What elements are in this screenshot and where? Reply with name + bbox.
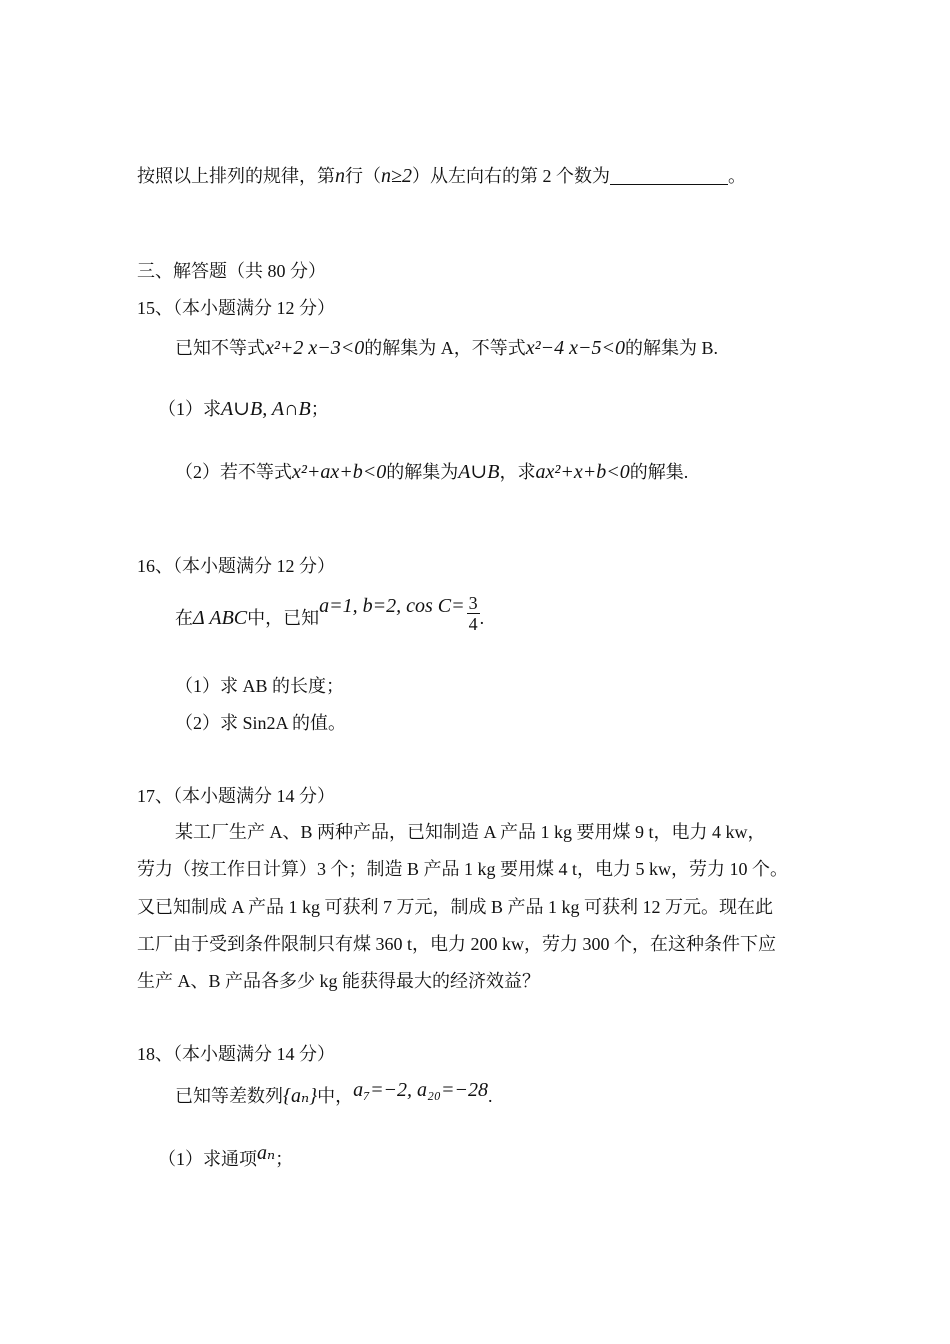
q15-p1-end: ； [310, 399, 329, 419]
q15-statement [175, 336, 718, 360]
q16-part-1: （1）求 AB 的长度； [175, 676, 345, 696]
q18-p1-end: ； [275, 1149, 294, 1169]
q18-p1-label: （1）求通项 [158, 1149, 257, 1169]
q15-header: 15、（本小题满分 12 分） [137, 298, 335, 318]
q15-p1-label: （1）求 [158, 399, 221, 419]
q15-p2-math-1: x²+ax+b<0 [292, 461, 387, 483]
q15-text-b: 的解集为 A，不等式 [364, 338, 526, 358]
q17-line-1: 某工厂生产 A、B 两种产品，已知制造 A 产品 1 kg 要用煤 9 t，电力 4 kw， [175, 822, 766, 842]
q17-line-2: 劳力（按工作日计算）3 个；制造 B 产品 1 kg 要用煤 4 t，电力 5 kw，劳力 10 个。 [137, 859, 789, 879]
q17-line-3: 又已知制成 A 产品 1 kg 可获利 7 万元，制成 B 产品 1 kg 可获利 12 万元。现在此 [137, 897, 774, 917]
q14-text-end: 。 [727, 166, 746, 186]
q16-statement [175, 593, 485, 640]
q15-inequality-1: x²+2 x−3<0 [265, 337, 365, 359]
q16-fraction-denominator: 4 [468, 614, 478, 635]
q15-p2-mid: 的解集为 [386, 462, 459, 482]
q17-line-5: 生产 A、B 产品各多少 kg 能获得最大的经济效益？ [137, 971, 541, 991]
q14-text-mid2: ）从左向右的第 2 个数为 [411, 166, 610, 186]
q18-text-a: 已知等差数列 [175, 1086, 283, 1106]
answer-blank [610, 164, 728, 185]
q16-fraction [467, 593, 480, 634]
q14-tail-line [137, 164, 746, 188]
q18-part-1 [158, 1142, 294, 1171]
q18-p1-math: aₙ [257, 1142, 276, 1164]
q15-p2-mid-2: ，求 [499, 462, 536, 482]
q15-p2-label: （2）若不等式 [175, 462, 292, 482]
q15-text-a: 已知不等式 [175, 338, 265, 358]
q16-part-2: （2）求 Sin2A 的值。 [175, 713, 347, 733]
q18-text-b: 中， [317, 1086, 354, 1106]
q15-part-1 [158, 397, 329, 421]
q14-cond: n≥2 [381, 165, 412, 187]
q15-part-2 [175, 460, 688, 484]
q18-given: a₇=−2, a₂₀=−28 [353, 1079, 488, 1101]
section-heading: 三、解答题（共 80 分） [137, 261, 326, 281]
q14-text-mid1: 行（ [345, 166, 381, 186]
q16-text-b: 中，已知 [247, 608, 320, 628]
q18-sequence: {aₙ} [283, 1085, 318, 1107]
q16-header: 16、（本小题满分 12 分） [137, 556, 335, 576]
q16-triangle: Δ ABC [193, 607, 248, 629]
q18-end: . [487, 1086, 493, 1106]
q16-text-a: 在 [175, 608, 193, 628]
q17-header: 17、（本小题满分 14 分） [137, 786, 335, 806]
q14-n: n [335, 165, 345, 187]
q15-p2-math-3: ax²+x+b<0 [535, 461, 630, 483]
q15-text-c: 的解集为 B. [625, 338, 719, 358]
q18-header: 18、（本小题满分 14 分） [137, 1044, 335, 1064]
q16-end: . [479, 608, 485, 628]
q15-p2-end: 的解集. [629, 462, 689, 482]
q16-given: a=1, b=2, cos C= [319, 595, 465, 617]
q16-fraction-numerator: 3 [468, 593, 478, 614]
q14-text-pre: 按照以上排列的规律，第 [137, 166, 335, 186]
q15-inequality-2: x²−4 x−5<0 [525, 337, 625, 359]
q15-p1-math: A∪B, A∩B [221, 398, 311, 420]
q18-statement [175, 1079, 493, 1108]
q15-p2-math-2: A∪B [458, 461, 500, 483]
q17-line-4: 工厂由于受到条件限制只有煤 360 t，电力 200 kw，劳力 300 个，在这种条件下应 [137, 934, 776, 954]
